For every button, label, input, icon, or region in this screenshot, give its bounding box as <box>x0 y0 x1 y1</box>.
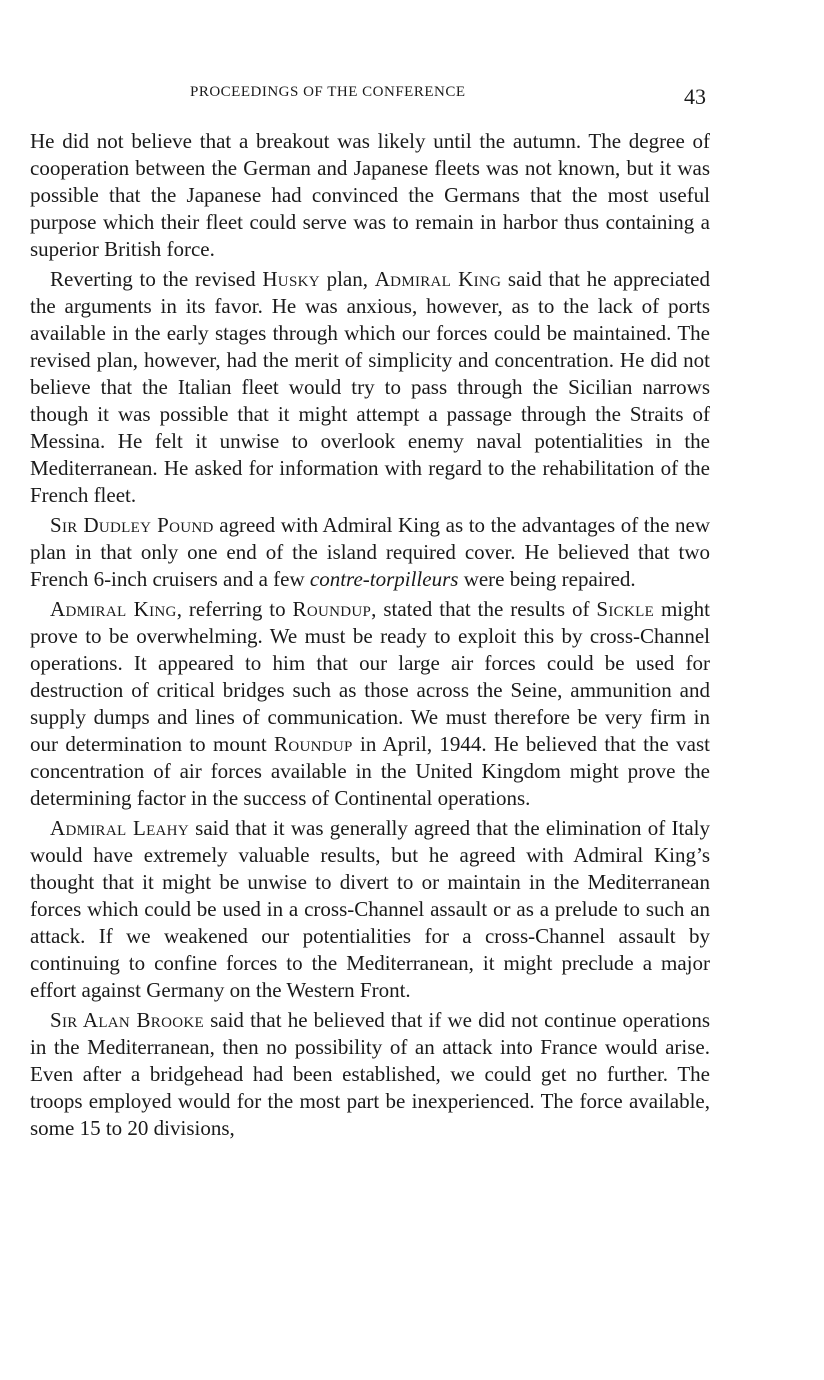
operation-name-husky: Husky <box>262 267 320 291</box>
italic-term: contre-torpilleurs <box>309 567 459 591</box>
paragraph-2 <box>30 266 710 509</box>
speaker-admiral-king-2: Admiral King <box>50 597 177 621</box>
paragraph-6-text-a: said that he believed that if we did not continue operations in the Mediterranean, then no possibility of an attack into France would arise. Even after a bridgehead had been established, we could get no further. The troops employed would for the most part be inexperienced. The force available, some 15 to 20 divisions, <box>30 1008 711 1140</box>
paragraph-1-text: He did not believe that a breakout was likely until the autumn. The degree of cooperation between the German and Japanese fleets was not known, but it was possible that the Japanese had convinced the Germans that the most useful purpose which their fleet could serve was to remain in harbor thus containing a superior British force. <box>30 129 710 261</box>
page-number: 43 <box>684 84 706 109</box>
paragraph-4-text-c: might prove to be overwhelming. We must be ready to exploit this by cross-Channel operations. It appeared to him that our large air forces could be used for destruction of critical bridges such as those across the Seine, ammunition and supply dumps and lines of communication. We must therefore be very firm in our determination to mount <box>30 597 710 756</box>
paragraph-5-text-a: said that it was generally agreed that the elimination of Italy would have extremely valuable results, but he agreed with Admiral King’s thought that it might be unwise to divert to or maintain in the Mediterranean forces which could be used in a cross-Channel assault or as a prelude to such an attack. If we weakened our potentialities for a cross-Channel assault by continuing to confine forces to the Mediterranean, it might preclude a major effort against Germany on the Western Front. <box>30 816 710 1002</box>
speaker-sir-dudley-pound: Sir Dudley Pound <box>50 513 214 537</box>
speaker-admiral-leahy: Admiral Leahy <box>50 816 189 840</box>
operation-name-sickle: Sickle <box>596 597 655 621</box>
paragraph-5 <box>30 815 710 1004</box>
body-text <box>30 128 710 1145</box>
paragraph-1 <box>30 128 710 263</box>
paragraph-2-text-b: plan, <box>319 267 375 291</box>
operation-name-roundup: Roundup <box>292 597 372 621</box>
paragraph-3-text-b: were being repaired. <box>458 567 636 591</box>
operation-name-roundup-2: Roundup <box>274 732 353 756</box>
paragraph-4 <box>30 596 710 812</box>
running-title: PROCEEDINGS OF THE CONFERENCE <box>190 84 466 100</box>
paragraph-3 <box>30 512 710 593</box>
speaker-admiral-king: Admiral King <box>374 267 502 291</box>
paragraph-2-text-c: said that he appreciated the arguments in its favor. He was anxious, however, as to the lack of ports available in the early stages through which our forces could be maintained. The revised plan, however, had the merit of simplicity and concentration. He did not believe that the Italian fleet would try to pass through the Sicilian narrows though it was possible that it might attempt a passage through the Straits of Messina. He felt it unwise to overlook enemy naval potentialities in the Mediterranean. He asked for information with regard to the rehabilitation of the French fleet. <box>30 267 710 507</box>
paragraph-4-text-d: in April, 1944. He believed that the vast concentration of air forces available in the United Kingdom might prove the determining factor in the success of Continental operations. <box>30 732 711 810</box>
paragraph-4-text-b: , stated that the results of <box>371 597 597 621</box>
speaker-sir-alan-brooke: Sir Alan Brooke <box>50 1008 204 1032</box>
paragraph-3-text-a: agreed with Admiral King as to the advantages of the new plan in that only one end of the island required cover. He believed that two French 6-inch cruisers and a few <box>30 513 710 591</box>
paragraph-6 <box>30 1007 710 1142</box>
paragraph-4-text-a: , referring to <box>176 597 293 621</box>
paragraph-2-text-a: Reverting to the revised <box>50 267 263 291</box>
